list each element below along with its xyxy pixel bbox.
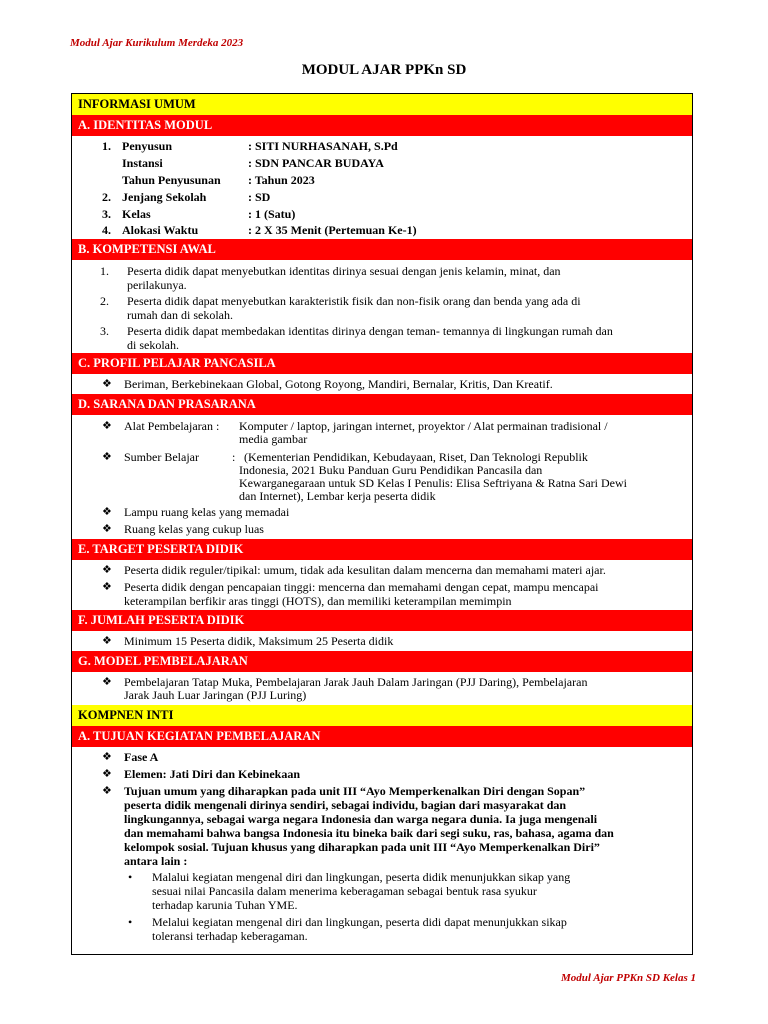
diamond-bullet-icon: ❖ [102,564,112,576]
label-instansi: Instansi [122,156,163,170]
section-profil-pelajar: C. PROFIL PELAJAR PANCASILA [72,353,692,374]
kompetensi-2-line-2: rumah dan di sekolah. [127,308,233,322]
section-sarana-prasarana: D. SARANA DAN PRASARANA [72,394,692,415]
tujuan-line-1: Tujuan umum yang diharapkan pada unit III “Ayo Memperkenalkan Diri dengan Sopan” [124,784,586,798]
lampu-text: Lampu ruang kelas yang memadai [124,505,290,519]
kompetensi-3-line-2: di sekolah. [127,338,179,352]
model-line-1: Pembelajaran Tatap Muka, Pembelajaran Jarak Jauh Dalam Jaringan (PJJ Daring), Pembelajaran [124,675,588,689]
sumber-line-1: (Kementerian Pendidikan, Kebudayaan, Riset, Dan Teknologi Republik [244,450,588,464]
value-instansi: : SDN PANCAR BUDAYA [248,156,384,170]
label-alokasi: Alokasi Waktu [122,223,199,237]
page-header: Modul Ajar Kurikulum Merdeka 2023 [70,37,244,49]
diamond-bullet-icon: ❖ [102,581,112,593]
tujuan-line-6: antara lain : [124,854,188,868]
tujuan-bullet-1-line-1: Malalui kegiatan mengenal diri dan lingkungan, peserta didik menunjukkan sikap yang [152,870,571,884]
kompetensi-num-3: 3. [100,324,109,338]
value-tahun: : Tahun 2023 [248,173,315,187]
identitas-num-4: 4. [102,223,111,237]
section-informasi-umum: INFORMASI UMUM [72,94,692,115]
section-identitas-modul: A. IDENTITAS MODUL [72,115,692,136]
tujuan-bullet-1-line-2: sesuai nilai Pancasila dalam menerima keberagaman sebagai bentuk rasa syukur [152,884,537,898]
round-bullet-icon: • [128,870,133,884]
kompetensi-1-line-2: perilakunya. [127,278,187,292]
diamond-bullet-icon: ❖ [102,523,112,535]
label-jenjang: Jenjang Sekolah [122,190,207,204]
target-1: Peserta didik reguler/tipikal: umum, tidak ada kesulitan dalam mencerna dan memahami materi ajar. [124,563,606,577]
diamond-bullet-icon: ❖ [102,676,112,688]
diamond-bullet-icon: ❖ [102,768,112,780]
sumber-line-4: dan Internet), Lembar kerja peserta didik [239,489,436,503]
identitas-num-3: 3. [102,207,111,221]
section-model-pembelajaran: G. MODEL PEMBELAJARAN [72,651,692,672]
kompetensi-num-2: 2. [100,294,109,308]
diamond-bullet-icon: ❖ [102,785,112,797]
kompetensi-2-line-1: Peserta didik dapat menyebutkan karakteristik fisik dan non-fisik orang dan benda yang ada di [127,294,581,308]
module-table [71,93,693,955]
tujuan-bullet-2-line-1: Melalui kegiatan mengenal diri dan lingkungan, peserta didi dapat menunjukkan sikap [152,915,567,929]
section-target-peserta: E. TARGET PESERTA DIDIK [72,539,692,560]
tujuan-line-2: peserta didik mengenali dirinya sendiri, sebagai individu, bagian dari masyarakat dan [124,798,567,812]
target-2-line-2: keterampilan berfikir aras tinggi (HOTS), dan memiliki keterampilan memimpin [124,594,512,608]
value-alokasi: : 2 X 35 Menit (Pertemuan Ke-1) [248,223,417,237]
identitas-num-2: 2. [102,190,111,204]
label-penyusun: Penyusun [122,139,173,153]
section-kompetensi-awal: B. KOMPETENSI AWAL [72,239,692,260]
sumber-colon: : [232,450,236,464]
value-kelas: : 1 (Satu) [248,207,296,221]
profil-text: Beriman, Berkebinekaan Global, Gotong Royong, Mandiri, Bernalar, Kritis, Dan Kreatif. [124,377,553,391]
label-kelas: Kelas [122,207,151,221]
diamond-bullet-icon: ❖ [102,506,112,518]
diamond-bullet-icon: ❖ [102,751,112,763]
page-title: MODUL AJAR PPKn SD [301,62,467,78]
diamond-bullet-icon: ❖ [102,451,112,463]
tujuan-line-3: lingkungannya, sebagai warga negara Indonesia dan warga negara dunia. Ia juga mengenali [124,812,598,826]
diamond-bullet-icon: ❖ [102,378,112,390]
alat-line-1: Komputer / laptop, jaringan internet, proyektor / Alat permainan tradisional / [239,419,608,433]
sumber-label: Sumber Belajar [124,450,199,464]
alat-line-2: media gambar [239,432,308,446]
section-komponen-inti: KOMPNEN INTI [72,705,692,726]
ruang-text: Ruang kelas yang cukup luas [124,522,264,536]
tujuan-bullet-2-line-2: toleransi terhadap keberagaman. [152,929,308,943]
fase-text: Fase A [124,750,159,764]
page-footer: Modul Ajar PPKn SD Kelas 1 [561,972,696,984]
kompetensi-num-1: 1. [100,264,109,278]
diamond-bullet-icon: ❖ [102,635,112,647]
tujuan-line-5: kelompok sosial. Tujuan khusus yang diharapkan pada unit III “Ayo Memperkenalkan Diri” [124,840,600,854]
jumlah-text: Minimum 15 Peserta didik, Maksimum 25 Peserta didik [124,634,394,648]
model-line-2: Jarak Jauh Luar Jaringan (PJJ Luring) [124,688,307,702]
tujuan-bullet-1-line-3: terhadap karunia Tuhan YME. [152,898,298,912]
section-jumlah-peserta: F. JUMLAH PESERTA DIDIK [72,610,692,631]
kompetensi-1-line-1: Peserta didik dapat menyebutkan identitas dirinya sesuai dengan jenis kelamin, minat, dan [127,264,561,278]
value-penyusun: : SITI NURHASANAH, S.Pd [248,139,398,153]
target-2-line-1: Peserta didik dengan pencapaian tinggi: mencerna dan memahami dengan cepat, mampu mencapai [124,580,599,594]
kompetensi-3-line-1: Peserta didik dapat membedakan identitas dirinya dengan teman- temannya di lingkungan rumah dan [127,324,613,338]
tujuan-line-4: dan memahami bahwa bangsa Indonesia itu bineka baik dari segi suku, ras, bahasa, agama dan [124,826,614,840]
diamond-bullet-icon: ❖ [102,420,112,432]
alat-label: Alat Pembelajaran : [124,419,220,433]
elemen-text: Elemen: Jati Diri dan Kebinekaan [124,767,301,781]
sumber-line-2: Indonesia, 2021 Buku Panduan Guru Pendidikan Pancasila dan [239,463,543,477]
identitas-num-1: 1. [102,139,111,153]
round-bullet-icon: • [128,915,133,929]
value-jenjang: : SD [248,190,271,204]
sumber-line-3: Kewarganegaraan untuk SD Kelas I Penulis: Elisa Seftriyana & Ratna Sari Dewi [239,476,628,490]
section-tujuan-kegiatan: A. TUJUAN KEGIATAN PEMBELAJARAN [72,726,692,747]
label-tahun: Tahun Penyusunan [122,173,221,187]
